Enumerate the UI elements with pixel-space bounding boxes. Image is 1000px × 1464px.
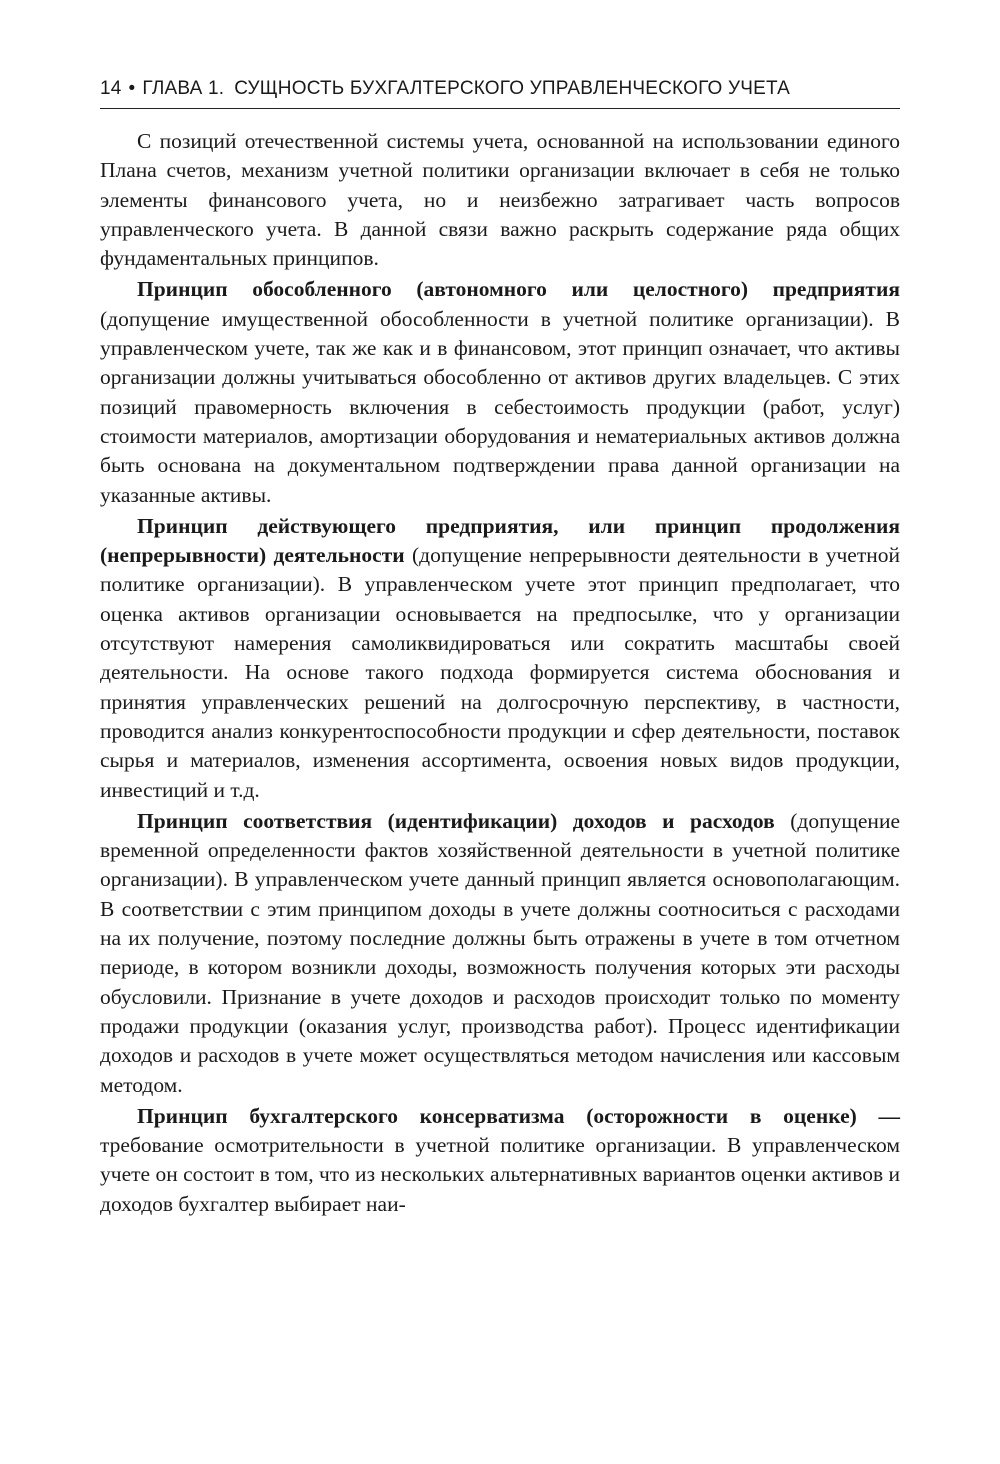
principle-term: Принцип соответствия (идентификации) доходов и расходов: [137, 808, 775, 833]
paragraph-going-concern: [100, 512, 900, 805]
paragraph-text: (допущение имущественной обособленности в учетной политике организации). В управленческом учете, так же как и в финансовом, этот принцип означает, что активы организации должны учитываться обособленно от активов других владельцев. С этих позиций правомерность включения в себестоимость продукции (работ, услуг) стоимости материалов, амортизации оборудования и нематериальных активов должна быть основана на документальном подтверждении права данной организации на указанные активы.: [100, 306, 900, 507]
paragraph-text: (допущение временной определенности фактов хозяйственной деятельности в учетной политике организации). В управленческом учете данный принцип является основополагающим. В соответствии с этим принципом доходы в учете должны соотноситься с расходами на их получение, поэтому последние должны быть отражены в учете в том отчетном периоде, в котором возникли доходы, возможность получения которых эти расходы обусловили. Признание в учете доходов и расходов происходит только по моменту продажи продукции (оказания услуг, производства работ). Процесс идентификации доходов и расходов в учете может осуществляться методом начисления или кассовым методом.: [100, 808, 900, 1097]
principle-term: Принцип обособленного (автономного или целостного) предприятия: [137, 277, 900, 302]
running-header: [100, 78, 900, 109]
paragraph-separate-entity: [100, 275, 900, 509]
paragraph-intro: [100, 127, 900, 273]
chapter-title: СУЩНОСТЬ БУХГАЛТЕРСКОГО УПРАВЛЕНЧЕСКОГО УЧЕТА: [234, 78, 791, 99]
page-number: 14: [100, 78, 122, 99]
book-page: [100, 78, 900, 1221]
principle-term: Принцип действующего предприятия, или принцип продолжения (непрерывности) деятельности: [100, 513, 900, 568]
header-bullet: •: [128, 78, 136, 99]
chapter-number: ГЛАВА 1.: [142, 78, 225, 99]
paragraph-text: С позиций отечественной системы учета, основанной на использовании единого Плана счетов, механизм учетной политики организации включает в себя не только элементы финансового учета, но и неизбежно затрагивает часть вопросов управленческого учета. В данной связи важно раскрыть содержание ряда общих фундаментальных принципов.: [100, 129, 900, 271]
paragraph-matching: [100, 807, 900, 1100]
paragraph-text: (допущение непрерывности деятельности в учетной политике организации). В управленческом учете этот принцип предполагает, что оценка активов организации основывается на предпосылке, что у организации отсутствуют намерения самоликвидироваться или сократить масштабы своей деятельности. На основе такого подхода формируется система обоснования и принятия управленческих решений на долгосрочную перспективу, в частности, проводится анализ конкурентоспособности продукции и сфер деятельности, поставок сырья и материалов, изменения ассортимента, освоения новых видов продукции, инвестиций и т.д.: [100, 543, 900, 802]
principle-term: Принцип бухгалтерского консерватизма (осторожности в оценке) —: [137, 1103, 900, 1128]
paragraph-conservatism: [100, 1102, 900, 1219]
body-text: [100, 127, 900, 1219]
paragraph-text: требование осмотрительности в учетной политике организации. В управленческом учете он состоит в том, что из нескольких альтернативных вариантов оценки активов и доходов бухгалтер выбирает наи-: [100, 1133, 900, 1216]
